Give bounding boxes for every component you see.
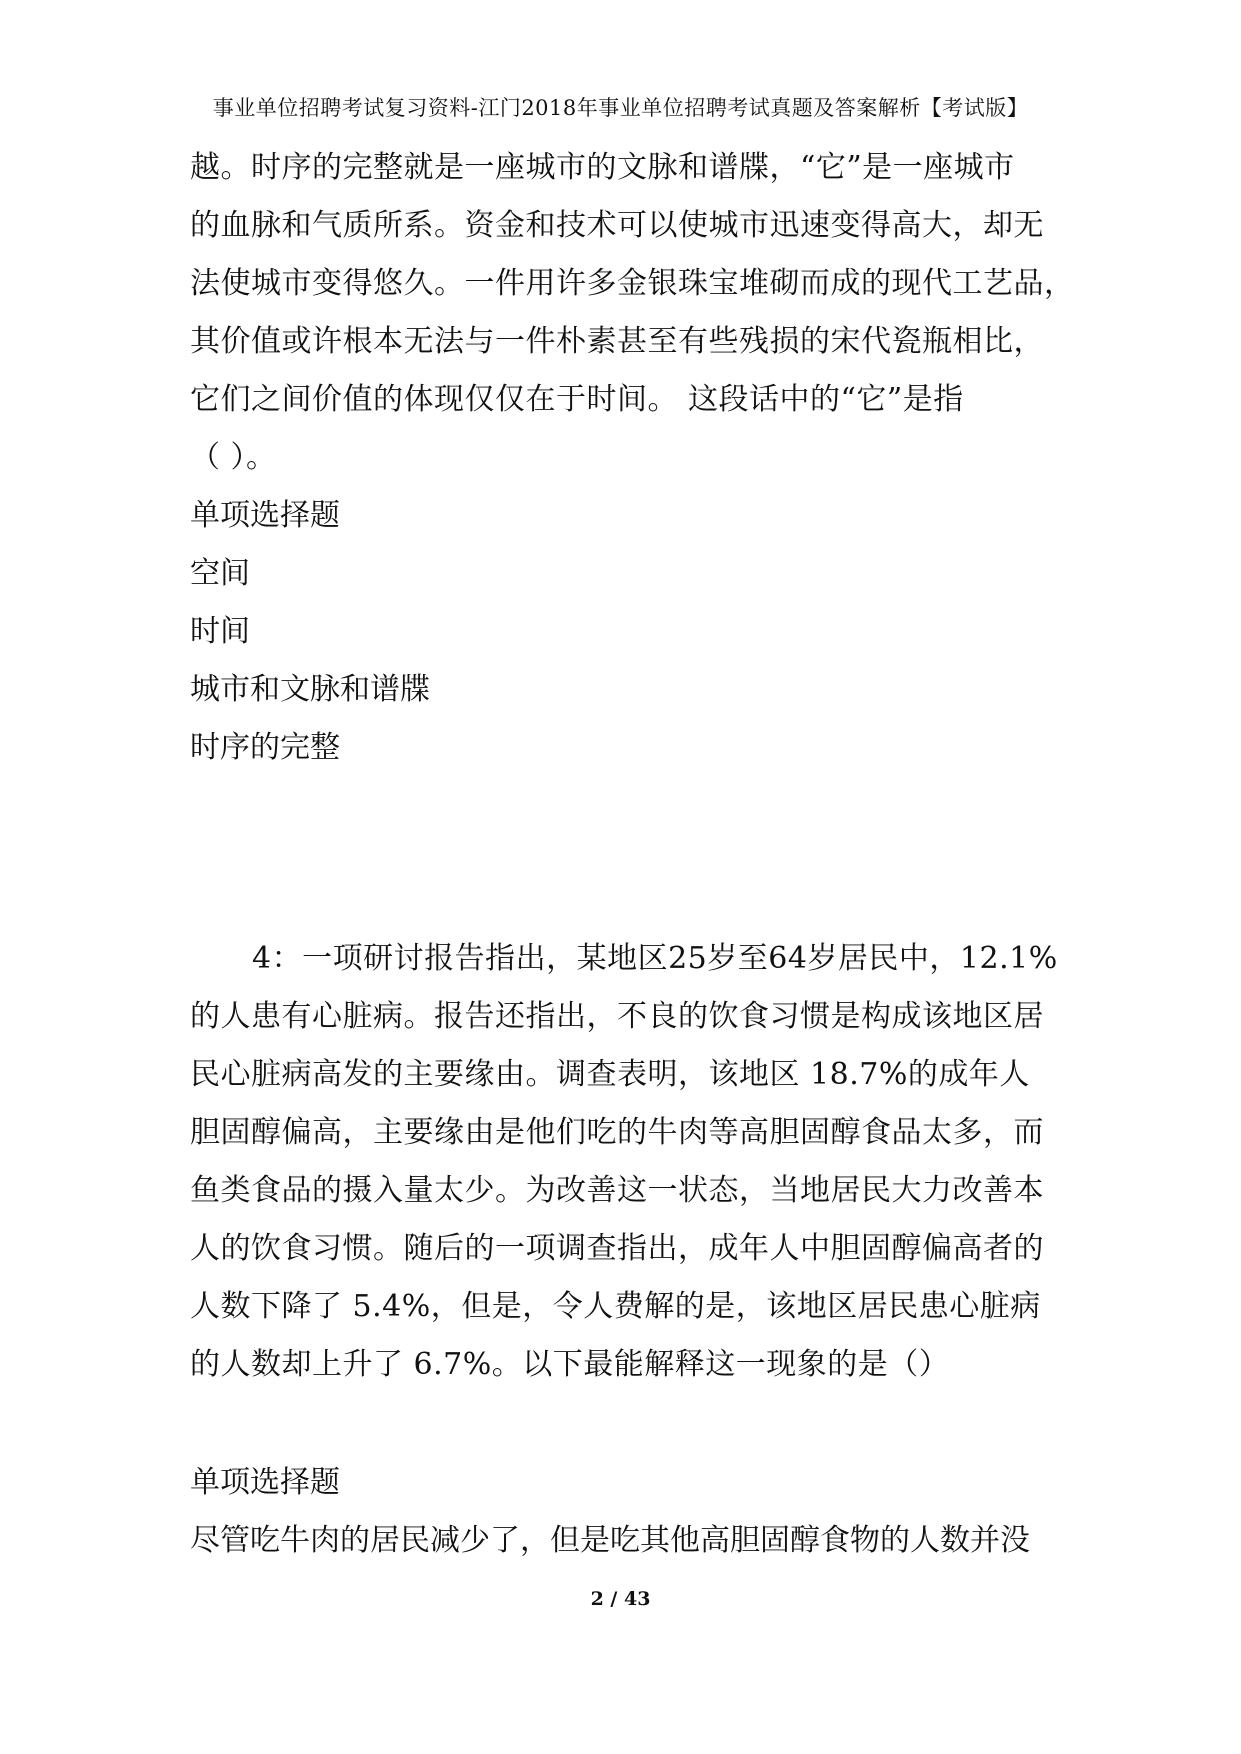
q4-line-5: 鱼类食品的摄入量太少。为改善这一状态，当地居民大力改善本 [190, 1173, 1044, 1208]
q4-line-7: 人数下降了 5.4%，但是，令人费解的是，该地区居民患心脏病 [190, 1289, 1041, 1324]
q3-option-d: 时序的完整 [190, 730, 340, 765]
q4-line-1: 4：一项研讨报告指出，某地区25岁至64岁居民中，12.1% [252, 941, 1058, 976]
q3-option-c: 城市和文脉和谱牒 [190, 672, 430, 707]
q3-line-1: 越。时序的完整就是一座城市的文脉和谱牒，“它”是一座城市 [190, 150, 1015, 185]
q4-line-3: 民心脏病高发的主要缘由。调查表明，该地区 18.7%的成年人 [190, 1057, 1030, 1092]
q4-line-4: 胆固醇偏高，主要缘由是他们吃的牛肉等高胆固醇食品太多，而 [190, 1115, 1044, 1150]
q3-question-type: 单项选择题 [190, 498, 340, 533]
q3-line-5: 它们之间价值的体现仅仅在于时间。 这段话中的“它”是指 [190, 382, 964, 417]
q3-option-a: 空间 [190, 556, 250, 591]
q4-option-a: 尽管吃牛肉的居民减少了，但是吃其他高胆固醇食物的人数并没 [190, 1523, 1030, 1558]
q4-line-2: 的人患有心脏病。报告还指出，不良的饮食习惯是构成该地区居 [190, 999, 1044, 1034]
q3-line-3: 法使城市变得悠久。一件用许多金银珠宝堆砌而成的现代工艺品， [190, 266, 1075, 301]
q3-line-2: 的血脉和气质所系。资金和技术可以使城市迅速变得高大，却无 [190, 208, 1044, 243]
q4-question-type: 单项选择题 [190, 1465, 340, 1500]
q4-line-6: 人的饮食习惯。随后的一项调查指出，成年人中胆固醇偏高者的 [190, 1231, 1044, 1266]
q3-line-4: 其价值或许根本无法与一件朴素甚至有些残损的宋代瓷瓶相比， [190, 324, 1044, 359]
q3-line-6: （ ）。 [190, 440, 277, 475]
document-header: 事业单位招聘考试复习资料-江门2018年事业单位招聘考试真题及答案解析【考试版】 [212, 96, 1029, 120]
page-number: 2 / 43 [590, 1588, 651, 1610]
q4-line-8: 的人数却上升了 6.7%。以下最能解释这一现象的是（） [190, 1347, 950, 1382]
q3-option-b: 时间 [190, 614, 250, 649]
